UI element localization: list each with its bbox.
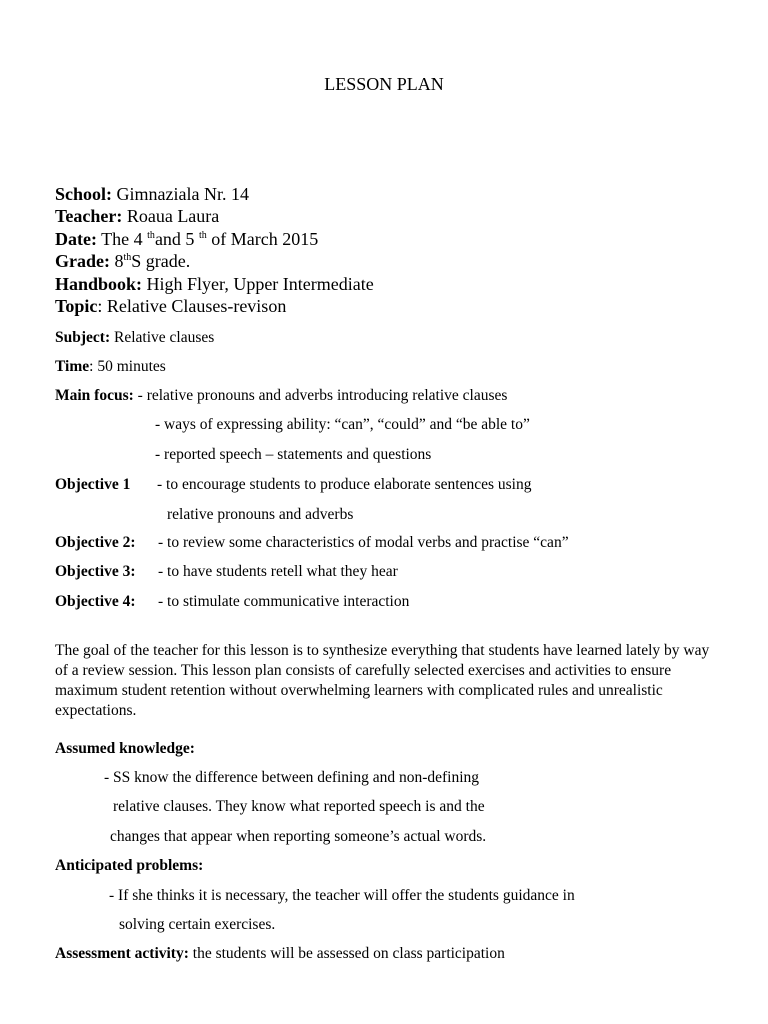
date-part2: and 5 — [154, 229, 199, 249]
assumed-knowledge-line: - SS know the difference between defining and non-defining — [104, 769, 480, 786]
time-line — [55, 358, 166, 376]
grade-part2: S grade. — [131, 251, 191, 271]
subject-line — [55, 329, 214, 347]
assumed-knowledge-line: changes that appear when reporting someone’s actual words. — [110, 828, 487, 845]
assessment-label: Assessment activity: — [55, 945, 189, 962]
topic-label: Topic — [55, 296, 98, 316]
anticipated-problems-line: - If she thinks it is necessary, the teacher will offer the students guidance in — [109, 887, 575, 904]
date-part3: of March 2015 — [206, 229, 319, 249]
assumed-knowledge-line: relative clauses. They know what reported speech is and the — [113, 798, 485, 815]
objective-label: Objective 3: — [55, 563, 136, 580]
time-label: Time — [55, 358, 90, 375]
handbook-line — [55, 274, 374, 295]
main-focus-label: Main focus: — [55, 387, 134, 404]
objective-1-label — [55, 476, 130, 494]
main-focus-item: - reported speech – statements and questions — [155, 446, 432, 463]
assumed-knowledge-heading — [55, 740, 195, 758]
assessment-value: the students will be assessed on class participation — [188, 945, 505, 962]
objective-label: Objective 1 — [55, 476, 131, 493]
teacher-line — [55, 206, 219, 227]
grade-part1: 8 — [109, 251, 124, 271]
assessment-line — [55, 945, 505, 963]
objective-4-label — [55, 593, 135, 611]
school-line — [55, 184, 249, 205]
school-label: School: — [55, 184, 113, 204]
date-part1: The 4 — [96, 229, 148, 249]
objective-2-text: - to review some characteristics of modal verbs and practise “can” — [158, 534, 569, 551]
date-sup1: th — [147, 230, 155, 241]
subject-value: Relative clauses — [110, 329, 215, 346]
main-focus-item: - ways of expressing ability: “can”, “could” and “be able to” — [155, 416, 530, 433]
objective-1-text: - to encourage students to produce elaborate sentences using — [157, 476, 532, 493]
goal-paragraph: The goal of the teacher for this lesson is to synthesize everything that students have learned lately by way of a review session. This lesson plan consists of carefully selected exercises and activities to ensure maximum student retention without overwhelming learners with complicated rules and unrealistic expectations. — [55, 642, 710, 719]
objective-4-text: - to stimulate communicative interaction — [158, 593, 410, 610]
objective-1-cont: relative pronouns and adverbs — [167, 506, 354, 523]
date-sup2: th — [198, 230, 207, 241]
time-value: : 50 minutes — [89, 358, 166, 375]
subject-label: Subject: — [55, 329, 111, 346]
handbook-label: Handbook: — [55, 274, 143, 294]
handbook-value: High Flyer, Upper Intermediate — [142, 274, 374, 294]
anticipated-problems-heading — [55, 857, 203, 875]
grade-sup: th — [123, 252, 132, 263]
objective-label: Objective 2: — [55, 534, 136, 551]
date-label: Date: — [55, 229, 97, 249]
objective-label: Objective 4: — [55, 593, 136, 610]
anticipated-problems-line: solving certain exercises. — [119, 916, 276, 933]
page-title: LESSON PLAN — [324, 74, 444, 94]
teacher-value: Roaua Laura — [122, 206, 220, 226]
grade-line — [55, 251, 190, 272]
objective-3-text: - to have students retell what they hear — [158, 563, 398, 580]
main-focus-line — [55, 387, 507, 405]
topic-line — [55, 296, 286, 317]
anticipated-problems-label: Anticipated problems: — [55, 857, 204, 874]
main-focus-item: - relative pronouns and adverbs introducing relative clauses — [133, 387, 508, 404]
grade-label: Grade: — [55, 251, 110, 271]
assumed-knowledge-label: Assumed knowledge: — [55, 740, 195, 757]
school-value: Gimnaziala Nr. 14 — [112, 184, 249, 204]
objective-2-label — [55, 534, 135, 552]
objective-3-label — [55, 563, 135, 581]
topic-value: : Relative Clauses-revison — [97, 296, 287, 316]
date-line — [55, 229, 318, 250]
teacher-label: Teacher: — [55, 206, 123, 226]
